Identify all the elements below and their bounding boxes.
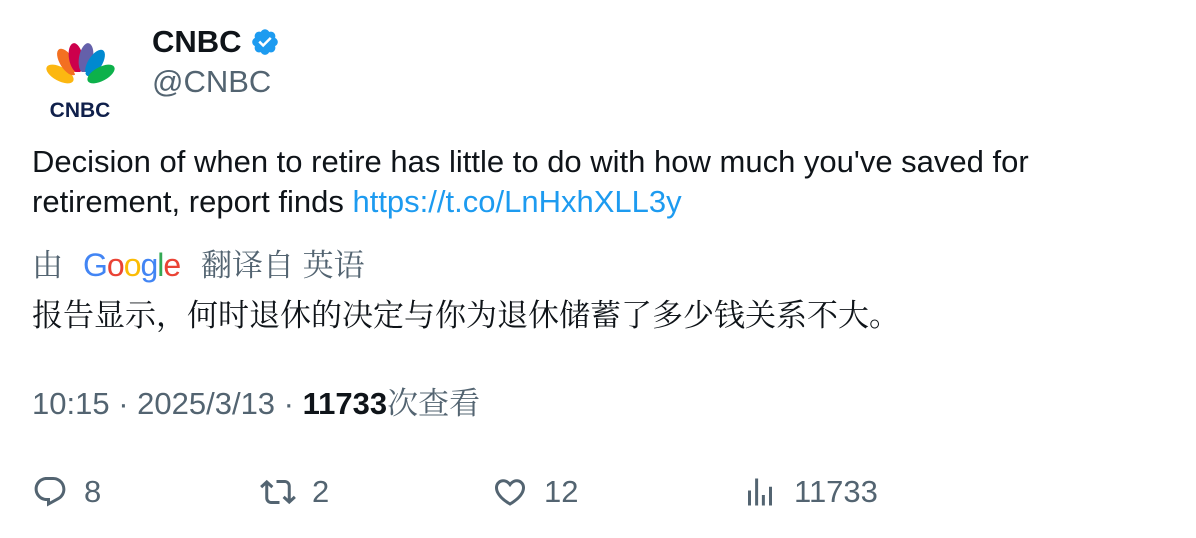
view-count: 11733 [302,386,388,421]
reply-icon [32,474,68,510]
like-button[interactable] [492,470,578,514]
author-name-row[interactable] [152,22,280,62]
tweet-time[interactable]: 10:15 [32,386,110,421]
verified-badge-icon[interactable] [250,27,280,57]
meta-separator-2: · [275,386,303,421]
retweet-button[interactable] [260,470,329,514]
translation-attribution [32,246,365,286]
view-label: 次查看 [387,386,481,421]
tweet-link[interactable]: https://t.co/LnHxhXLL3y [352,184,682,219]
translated-text: 报告显示，何时退休的决定与你为退休储蓄了多少钱关系不大。 [32,298,900,333]
retweet-count: 2 [312,474,330,509]
views-count: 11733 [794,474,878,509]
tweet-date[interactable]: 2025/3/13 [137,386,276,421]
author-handle[interactable]: @CNBC [152,64,272,99]
tweet-meta [32,384,480,424]
google-logo-icon[interactable] [83,248,181,284]
retweet-icon [260,474,296,510]
views-button[interactable] [742,470,878,514]
reply-count: 8 [84,474,102,509]
tweet-body: Decision of when to retire has little to do with how much you've saved for retirement, report finds [32,144,1029,219]
bar-chart-icon [742,474,778,510]
avatar[interactable] [32,28,128,124]
translation-prefix: 由 [32,248,63,283]
heart-icon [492,474,528,510]
action-bar [32,470,1162,514]
display-name[interactable]: CNBC [152,24,242,59]
cnbc-peacock-logo [32,28,128,124]
logo-wordmark: CNBC [49,99,111,122]
google-wordmark: Google [83,248,181,283]
meta-separator: · [109,386,138,421]
reply-button[interactable] [32,470,101,514]
like-count: 12 [544,474,579,509]
translation-source-language[interactable]: 翻译自 英语 [201,248,365,283]
tweet-text [32,142,1162,222]
